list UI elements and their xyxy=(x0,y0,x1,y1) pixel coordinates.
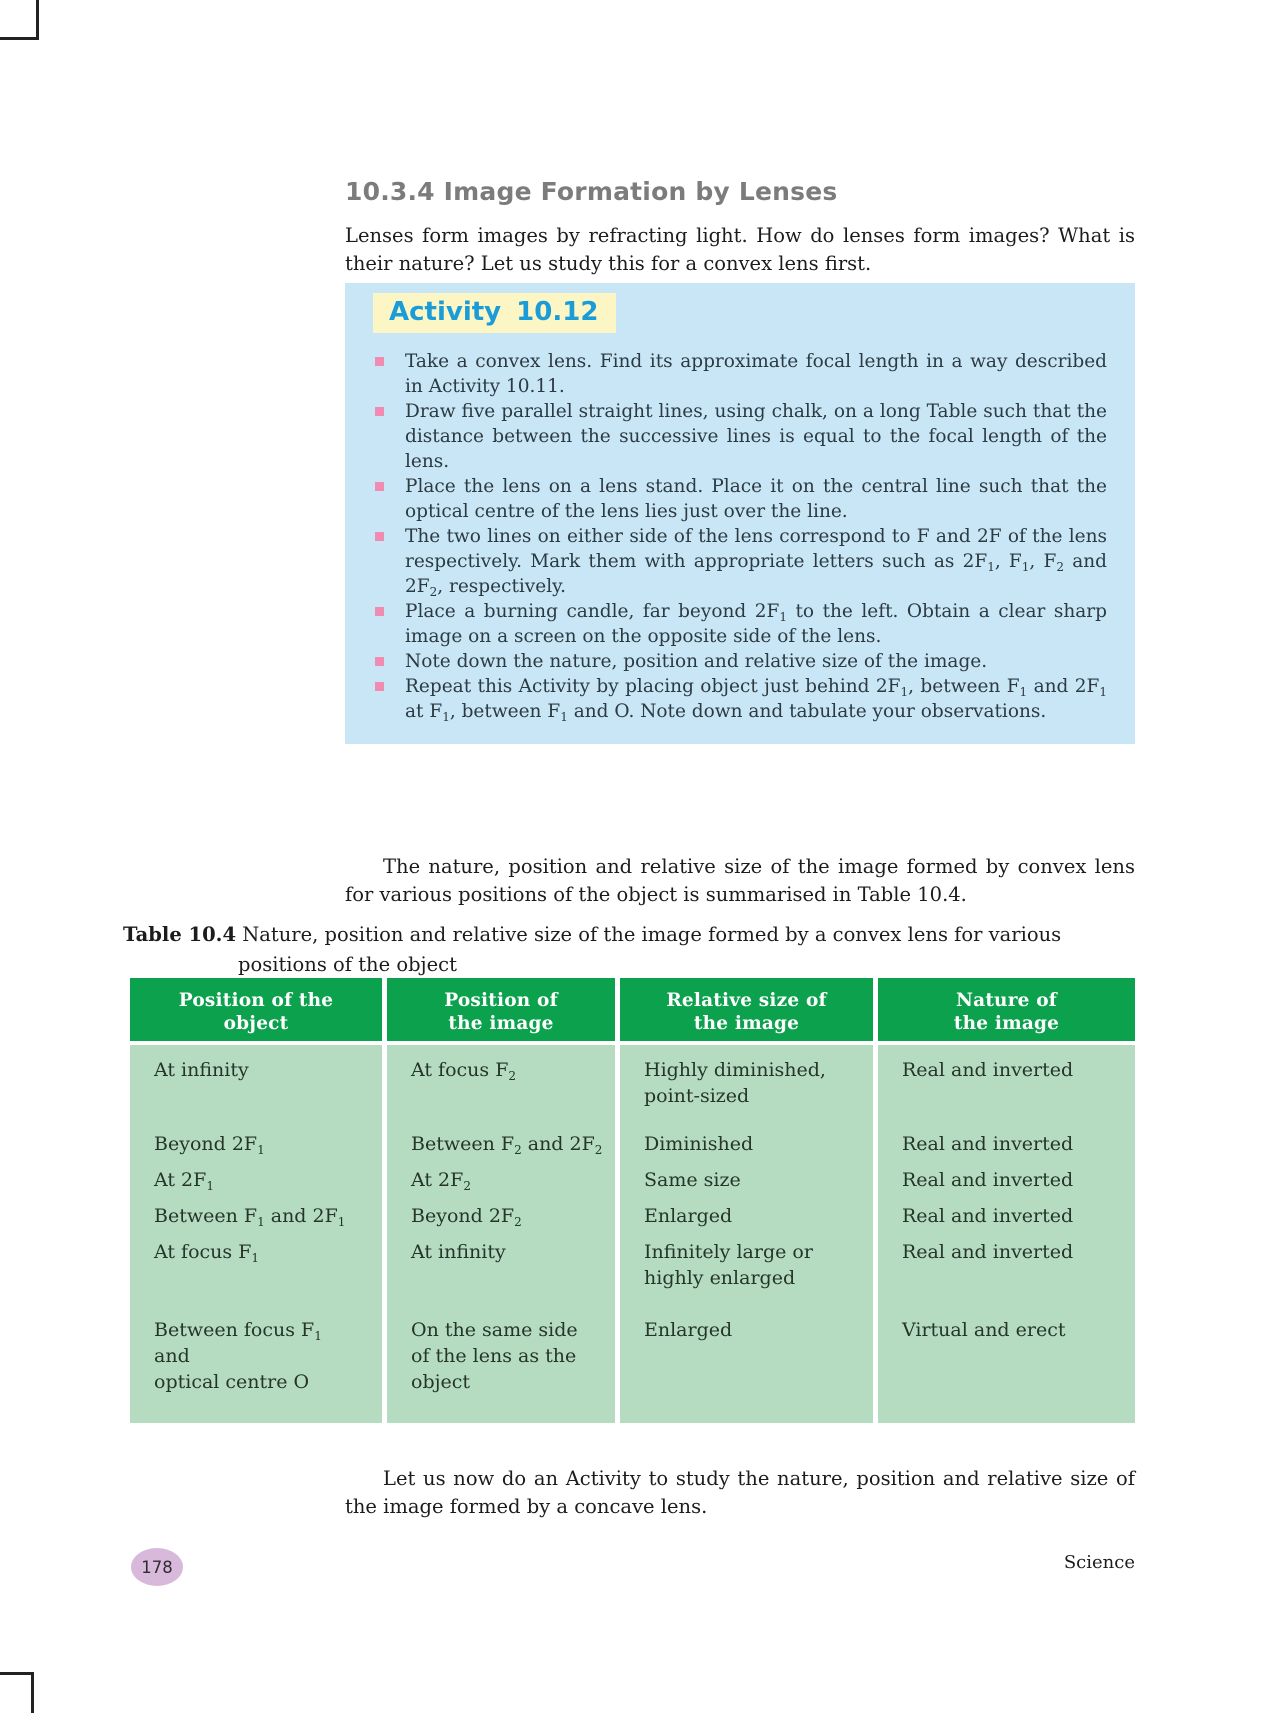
table-cell: Same size xyxy=(620,1157,873,1193)
summary-paragraph: The nature, position and relative size of the image formed by convex lens for various positions of the object is summarised in Table 10.4. xyxy=(345,854,1135,906)
table-caption xyxy=(123,920,1135,980)
lens-image-table xyxy=(130,978,1135,1423)
table-cell: At infinity xyxy=(387,1229,615,1291)
table-cell: Beyond $2F_1$ xyxy=(130,1109,382,1157)
table-caption-text: Nature, position and relative size of the image formed by a convex lens for various positions of the object xyxy=(238,922,1062,976)
activity-box xyxy=(345,283,1135,744)
table-header-position-of-image: Position of the image xyxy=(387,978,615,1045)
activity-step: Place a burning candle, far beyond $2F_1$ to the left. Obtain a clear sharp image on a screen on the opposite side of the lens. xyxy=(373,599,1107,649)
activity-step: Draw five parallel straight lines, using chalk, on a long Table such that the distance between the successive lines is equal to the focal length of the lens. xyxy=(373,399,1107,474)
table-cell: Beyond $2F_2$ xyxy=(387,1193,615,1229)
page-number: 178 xyxy=(141,1557,173,1577)
activity-step: The two lines on either side of the lens correspond to F and 2F of the lens respectively. Mark them with appropriate letters such as $2F_1$, $F_1$, $F_2$ and $2F_2$, respectively. xyxy=(373,524,1107,599)
activity-step: Take a convex lens. Find its approximate focal length in a way described in Activity 10.11. xyxy=(373,349,1107,399)
table-cell: Highly diminished, point-sized xyxy=(620,1045,873,1109)
table-header-relative-size: Relative size of the image xyxy=(620,978,873,1045)
activity-title-badge xyxy=(373,293,616,333)
section-heading: 10.3.4 Image Formation by Lenses xyxy=(345,176,838,206)
table-caption-label: Table 10.4 xyxy=(123,922,237,946)
table-cell: Infinitely large or highly enlarged xyxy=(620,1229,873,1291)
activity-step: Repeat this Activity by placing object just behind $2F_1$, between $F_1$ and $2F_1$ at $F_1$, between $F_1$ and O. Note down and tabulate your observations. xyxy=(373,674,1107,724)
table-header-position-of-object: Position of the object xyxy=(130,978,382,1045)
activity-step: Place the lens on a lens stand. Place it on the central line such that the optical centre of the lens lies just over the line. xyxy=(373,474,1107,524)
table-cell: At focus $F_1$ xyxy=(130,1229,382,1291)
table-cell: Real and inverted xyxy=(878,1109,1135,1157)
table-cell: Enlarged xyxy=(620,1193,873,1229)
table-cell: At focus $F_2$ xyxy=(387,1045,615,1109)
closing-paragraph: Let us now do an Activity to study the nature, position and relative size of the image formed by a concave lens. xyxy=(345,1466,1135,1518)
table-cell: Diminished xyxy=(620,1109,873,1157)
activity-steps-list xyxy=(373,349,1107,724)
table-cell: On the same side of the lens as the object xyxy=(387,1291,615,1423)
table-header-nature: Nature of the image xyxy=(878,978,1135,1045)
corner-mark-bottom-left xyxy=(0,1672,34,1713)
table-cell: Virtual and erect xyxy=(878,1291,1135,1423)
table-cell: At $2F_1$ xyxy=(130,1157,382,1193)
table-cell: At infinity xyxy=(130,1045,382,1109)
book-title: Science xyxy=(1063,1552,1135,1573)
table-cell: Real and inverted xyxy=(878,1229,1135,1291)
table-cell: Between $F_2$ and $2F_2$ xyxy=(387,1109,615,1157)
corner-mark-top-left xyxy=(0,0,39,40)
table-cell: Enlarged xyxy=(620,1291,873,1423)
activity-step: Note down the nature, position and relative size of the image. xyxy=(373,649,1107,674)
table-cell: Between focus $F_1$ and optical centre O xyxy=(130,1291,382,1423)
intro-paragraph: Lenses form images by refracting light. How do lenses form images? What is their nature? Let us study this for a convex lens first. xyxy=(345,223,1135,275)
table-cell: Between $F_1$ and $2F_1$ xyxy=(130,1193,382,1229)
table-cell: Real and inverted xyxy=(878,1045,1135,1109)
page-number-badge xyxy=(131,1548,183,1586)
activity-title: Activity 10.12 xyxy=(389,297,599,327)
table-cell: Real and inverted xyxy=(878,1157,1135,1193)
table-cell: Real and inverted xyxy=(878,1193,1135,1229)
table-cell: At $2F_2$ xyxy=(387,1157,615,1193)
